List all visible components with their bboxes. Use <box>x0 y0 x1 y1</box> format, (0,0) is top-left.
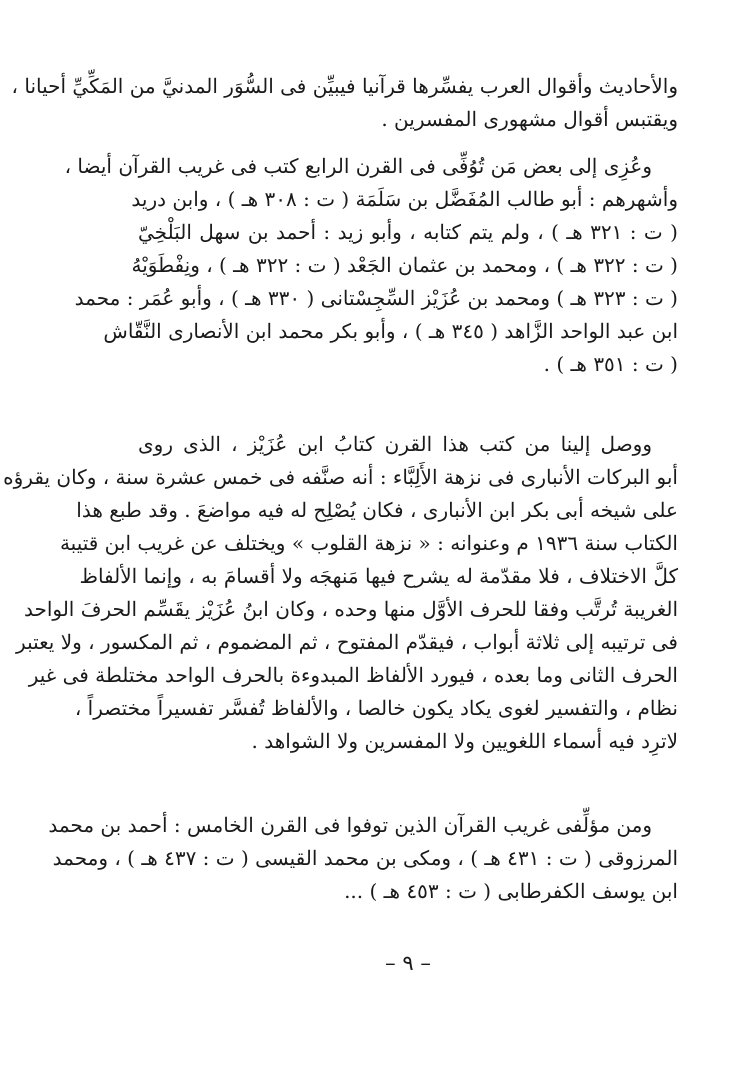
text-line: كلَّ الاختلاف ، فلا مقدّمة له يشرح فيها مَنهجَه ولا أقسامَ به ، وإنما الألفاظ <box>79 564 678 588</box>
text-line: ( ت : ٣٢١ هـ ) ، ولم يتم كتابه ، وأبو زيد : أحمد بن سهل البَلْخِيّ <box>138 220 678 244</box>
text-line: فى ترتيبه إلى ثلاثة أبواب ، فيقدّم المفتوح ، ثم المضموم ، ثم المكسور ، ولا يعتبر <box>16 630 678 654</box>
page-number: – ٩ – <box>385 951 431 975</box>
text-line: ابن عبد الواحد الزَّاهد ( ٣٤٥ هـ ) ، وأبو بكر محمد ابن الأنصارى النَّقّاش <box>103 319 678 343</box>
text-line: على شيخه أبى بكر ابن الأنبارى ، فكان يُصْلِح له فيه مواضعَ . وقد طبع هذا <box>76 498 678 522</box>
text-line: الحرف الثانى وما بعده ، فيورد الألفاظ المبدوءة بالحرف الواحد مختلطة فى غير <box>28 663 678 687</box>
paragraph-2 <box>64 150 678 381</box>
text-line: المرزوقى ( ت : ٤٣١ هـ ) ، ومكى بن محمد القيسى ( ت : ٤٣٧ هـ ) ، ومحمد <box>52 846 678 870</box>
text-line: الكتاب سنة ١٩٣٦ م وعنوانه : « نزهة القلوب » ويختلف عن غريب ابن قتيبة <box>59 531 678 555</box>
text-line: نظام ، والتفسير لغوى يكاد يكون خالصا ، والألفاظ تُفسَّر تفسيراً مختصراً ، <box>74 696 678 720</box>
paragraph-3 <box>3 428 678 758</box>
text-line: أبو البركات الأنبارى فى نزهة الأَلِبَّاء : أنه صنَّفه فى خمس عشرة سنة ، وكان يقرؤه <box>3 465 678 489</box>
text-line: الغريبة تُرتَّب وفقا للحرف الأوَّل منها وحده ، وكان ابنُ عُزَيْز يقَسِّم الحرفَ الواحد <box>23 597 678 621</box>
text-line: ومن مؤلِّفى غريب القرآن الذين توفوا فى القرن الخامس : أحمد بن محمد <box>48 813 652 837</box>
paragraph-4 <box>48 809 678 908</box>
document-page <box>3 0 678 1070</box>
text-line: والأحاديث وأقوال العرب يفسِّرها قرآنيا فيبيِّن فى السُّوَر المدنيَّ من المَكِّيِّ أحيانا ، <box>11 74 678 98</box>
paragraph-1 <box>11 70 678 136</box>
text-line: ( ت : ٣٢٢ هـ ) ، ومحمد بن عثمان الجَعْد ( ت : ٣٢٢ هـ ) ، ونِفْطَوَيْهُ <box>131 253 678 277</box>
text-line: ووصل إلينا من كتب هذا القرن كتابُ ابن عُزَيْز ، الذى روى <box>138 432 652 456</box>
text-line: وأشهرهم : أبو طالب المُفَضَّل بن سَلَمَة ( ت : ٣٠٨ هـ ) ، وابن دريد <box>131 187 678 211</box>
text-line: ابن يوسف الكفرطابى ( ت : ٤٥٣ هـ ) ... <box>344 879 678 903</box>
text-line: وعُزِى إلى بعض مَن تُوُفِّى فى القرن الرابع كتب فى غريب القرآن أيضا ، <box>64 154 652 178</box>
text-line: ويقتبس أقوال مشهورى المفسرين . <box>381 107 678 131</box>
text-line: لاترِد فيه أسماء اللغويين ولا المفسرين ولا الشواهد . <box>251 729 678 753</box>
text-line: ( ت : ٣٥١ هـ ) . <box>543 352 678 376</box>
text-line: ( ت : ٣٢٣ هـ ) ومحمد بن عُزَيْز السِّجِسْتانى ( ٣٣٠ هـ ) ، وأبو عُمَر : محمد <box>74 286 678 310</box>
